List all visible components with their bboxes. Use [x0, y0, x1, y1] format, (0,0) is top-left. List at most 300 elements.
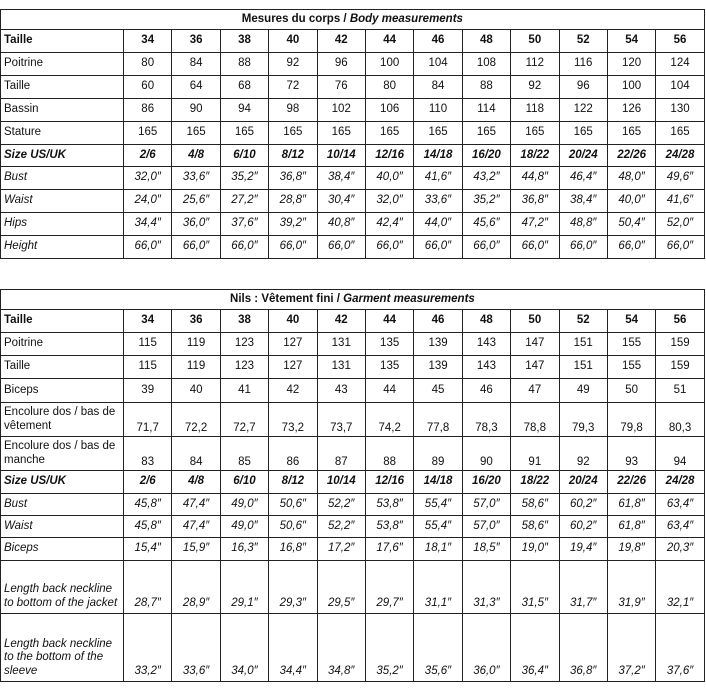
us-size-header-row-label: Size US/UK — [1, 471, 124, 494]
value-cell: 130 — [656, 99, 704, 122]
value-cell: 19,0″ — [511, 538, 559, 561]
value-cell: 34,0″ — [220, 614, 268, 682]
value-cell: 35,2″ — [220, 167, 268, 190]
value-cell: 116 — [559, 53, 607, 76]
value-cell: 114 — [462, 99, 510, 122]
value-cell: 88 — [220, 53, 268, 76]
value-cell: 30,4″ — [317, 190, 365, 213]
value-cell: 76 — [317, 76, 365, 99]
value-cell: 165 — [607, 122, 655, 145]
size-cell: 52 — [559, 310, 607, 333]
value-cell: 45,8″ — [124, 516, 172, 538]
value-cell: 98 — [269, 99, 317, 122]
value-cell: 159 — [656, 356, 705, 379]
value-cell: 77,8 — [414, 403, 462, 437]
value-cell: 55,4″ — [414, 516, 462, 538]
size-cell: 2/6 — [124, 471, 172, 494]
value-cell: 38,4″ — [317, 167, 365, 190]
table-title-en: Body measurements — [349, 12, 463, 25]
value-cell: 87 — [317, 437, 365, 471]
value-cell: 50 — [607, 379, 655, 403]
table-row — [1, 333, 705, 356]
value-cell: 57,0″ — [462, 494, 510, 516]
size-cell: 4/8 — [172, 145, 220, 167]
size-cell: 56 — [656, 30, 704, 53]
size-cell: 4/8 — [172, 471, 220, 494]
value-cell: 63,4″ — [656, 494, 705, 516]
value-cell: 124 — [656, 53, 704, 76]
row-label: Encolure dos / bas de manche — [1, 437, 124, 471]
value-cell: 33,2″ — [124, 614, 172, 682]
row-label: Poitrine — [1, 53, 124, 76]
size-cell: 34 — [124, 310, 172, 333]
value-cell: 29,3″ — [269, 561, 317, 614]
value-cell: 139 — [414, 356, 462, 379]
size-cell: 44 — [365, 30, 413, 53]
value-cell: 110 — [414, 99, 462, 122]
row-label: Poitrine — [1, 333, 124, 356]
value-cell: 165 — [656, 122, 704, 145]
value-cell: 90 — [172, 99, 220, 122]
value-cell: 31,7″ — [559, 561, 607, 614]
size-cell: 24/28 — [656, 145, 704, 167]
table-row — [1, 437, 705, 471]
size-cell: 42 — [317, 310, 365, 333]
value-cell: 151 — [559, 356, 607, 379]
value-cell: 115 — [124, 333, 172, 356]
value-cell: 16,8″ — [269, 538, 317, 561]
value-cell: 135 — [365, 333, 413, 356]
value-cell: 29,5″ — [317, 561, 365, 614]
value-cell: 24,0″ — [124, 190, 172, 213]
size-cell: 12/16 — [365, 471, 413, 494]
table-row — [1, 379, 705, 403]
value-cell: 34,8″ — [317, 614, 365, 682]
size-cell: 22/26 — [607, 145, 655, 167]
size-cell: 34 — [124, 30, 172, 53]
value-cell: 155 — [607, 356, 655, 379]
value-cell: 36,8″ — [269, 167, 317, 190]
value-cell: 44,8″ — [511, 167, 559, 190]
size-cell: 48 — [462, 30, 510, 53]
value-cell: 131 — [317, 356, 365, 379]
value-cell: 90 — [462, 437, 510, 471]
value-cell: 31,1″ — [414, 561, 462, 614]
value-cell: 52,0″ — [656, 213, 704, 236]
row-label: Bassin — [1, 99, 124, 122]
value-cell: 40 — [172, 379, 220, 403]
row-label: Encolure dos / bas de vêtement — [1, 403, 124, 437]
row-label: Bust — [1, 494, 124, 516]
value-cell: 92 — [511, 76, 559, 99]
value-cell: 16,3″ — [220, 538, 268, 561]
value-cell: 165 — [317, 122, 365, 145]
value-cell: 92 — [269, 53, 317, 76]
value-cell: 36,8″ — [559, 614, 607, 682]
value-cell: 44,0″ — [414, 213, 462, 236]
value-cell: 41,6″ — [656, 190, 704, 213]
value-cell: 165 — [462, 122, 510, 145]
value-cell: 165 — [172, 122, 220, 145]
value-cell: 118 — [511, 99, 559, 122]
value-cell: 66,0″ — [124, 236, 172, 259]
value-cell: 73,7 — [317, 403, 365, 437]
value-cell: 31,3″ — [462, 561, 510, 614]
table-row — [1, 99, 705, 122]
value-cell: 83 — [124, 437, 172, 471]
table-title-fr: Nils : Vêtement fini / — [230, 292, 344, 305]
value-cell: 86 — [269, 437, 317, 471]
size-cell: 14/18 — [414, 145, 462, 167]
size-cell: 52 — [559, 30, 607, 53]
table-row — [1, 538, 705, 561]
size-cell: 50 — [511, 310, 559, 333]
table-title-en: Garment measurements — [343, 292, 475, 305]
value-cell: 123 — [220, 333, 268, 356]
value-cell: 29,1″ — [220, 561, 268, 614]
table-row — [1, 516, 705, 538]
size-cell: 14/18 — [414, 471, 462, 494]
table-title-row — [1, 290, 705, 310]
value-cell: 66,0″ — [317, 236, 365, 259]
size-cell: 20/24 — [559, 145, 607, 167]
value-cell: 66,0″ — [365, 236, 413, 259]
value-cell: 20,3″ — [656, 538, 705, 561]
value-cell: 35,6″ — [414, 614, 462, 682]
value-cell: 66,0″ — [414, 236, 462, 259]
value-cell: 47,4″ — [172, 494, 220, 516]
value-cell: 127 — [269, 333, 317, 356]
row-label: Length back neckline to the bottom of the sleeve — [1, 614, 124, 682]
value-cell: 49,6″ — [656, 167, 704, 190]
size-header-row-label: Taille — [1, 310, 124, 333]
value-cell: 79,3 — [559, 403, 607, 437]
value-cell: 45 — [414, 379, 462, 403]
value-cell: 61,8″ — [607, 516, 655, 538]
size-cell: 36 — [172, 30, 220, 53]
value-cell: 31,5″ — [511, 561, 559, 614]
size-header-row — [1, 310, 705, 333]
value-cell: 84 — [172, 53, 220, 76]
table-title-fr: Mesures du corps / — [241, 12, 350, 25]
value-cell: 58,6″ — [511, 494, 559, 516]
value-cell: 64 — [172, 76, 220, 99]
value-cell: 106 — [365, 99, 413, 122]
value-cell: 143 — [462, 356, 510, 379]
size-cell: 44 — [365, 310, 413, 333]
value-cell: 66,0″ — [172, 236, 220, 259]
value-cell: 112 — [511, 53, 559, 76]
row-label: Waist — [1, 516, 124, 538]
value-cell: 37,6″ — [656, 614, 705, 682]
table-row — [1, 236, 705, 259]
value-cell: 41 — [220, 379, 268, 403]
value-cell: 25,6″ — [172, 190, 220, 213]
garment-measurements-table — [0, 289, 705, 682]
table-row — [1, 53, 705, 76]
value-cell: 41,6″ — [414, 167, 462, 190]
table-row — [1, 76, 705, 99]
value-cell: 100 — [607, 76, 655, 99]
row-label: Length back neckline to bottom of the jacket — [1, 561, 124, 614]
value-cell: 147 — [511, 333, 559, 356]
value-cell: 29,7″ — [365, 561, 413, 614]
table-row — [1, 213, 705, 236]
value-cell: 36,0″ — [462, 614, 510, 682]
value-cell: 34,4″ — [269, 614, 317, 682]
table-title — [1, 10, 705, 30]
size-cell: 6/10 — [220, 145, 268, 167]
value-cell: 108 — [462, 53, 510, 76]
value-cell: 74,2 — [365, 403, 413, 437]
value-cell: 104 — [414, 53, 462, 76]
value-cell: 49 — [559, 379, 607, 403]
value-cell: 28,8″ — [269, 190, 317, 213]
value-cell: 115 — [124, 356, 172, 379]
value-cell: 33,6″ — [414, 190, 462, 213]
value-cell: 33,6″ — [172, 167, 220, 190]
value-cell: 78,3 — [462, 403, 510, 437]
value-cell: 50,4″ — [607, 213, 655, 236]
table-row — [1, 122, 705, 145]
value-cell: 96 — [559, 76, 607, 99]
value-cell: 165 — [511, 122, 559, 145]
value-cell: 36,8″ — [511, 190, 559, 213]
value-cell: 66,0″ — [559, 236, 607, 259]
value-cell: 165 — [220, 122, 268, 145]
value-cell: 85 — [220, 437, 268, 471]
value-cell: 143 — [462, 333, 510, 356]
value-cell: 71,7 — [124, 403, 172, 437]
value-cell: 15,9″ — [172, 538, 220, 561]
value-cell: 139 — [414, 333, 462, 356]
value-cell: 36,0″ — [172, 213, 220, 236]
value-cell: 58,6″ — [511, 516, 559, 538]
value-cell: 119 — [172, 356, 220, 379]
value-cell: 43 — [317, 379, 365, 403]
size-cell: 24/28 — [656, 471, 705, 494]
value-cell: 37,2″ — [607, 614, 655, 682]
size-cell: 16/20 — [462, 471, 510, 494]
size-cell: 50 — [511, 30, 559, 53]
size-cell: 6/10 — [220, 471, 268, 494]
value-cell: 66,0″ — [607, 236, 655, 259]
value-cell: 165 — [269, 122, 317, 145]
value-cell: 27,2″ — [220, 190, 268, 213]
value-cell: 84 — [172, 437, 220, 471]
size-cell: 40 — [269, 30, 317, 53]
table-title-row — [1, 10, 705, 30]
value-cell: 53,8″ — [365, 494, 413, 516]
value-cell: 32,1″ — [656, 561, 705, 614]
row-label: Biceps — [1, 379, 124, 403]
value-cell: 100 — [365, 53, 413, 76]
value-cell: 66,0″ — [511, 236, 559, 259]
size-cell: 10/14 — [317, 471, 365, 494]
value-cell: 47,2″ — [511, 213, 559, 236]
value-cell: 42 — [269, 379, 317, 403]
value-cell: 135 — [365, 356, 413, 379]
us-size-header-row-label: Size US/UK — [1, 145, 124, 167]
row-label: Hips — [1, 213, 124, 236]
value-cell: 94 — [656, 437, 705, 471]
value-cell: 89 — [414, 437, 462, 471]
value-cell: 119 — [172, 333, 220, 356]
value-cell: 48,0″ — [607, 167, 655, 190]
size-cell: 12/16 — [365, 145, 413, 167]
value-cell: 35,2″ — [365, 614, 413, 682]
value-cell: 147 — [511, 356, 559, 379]
value-cell: 131 — [317, 333, 365, 356]
row-label: Biceps — [1, 538, 124, 561]
size-cell: 46 — [414, 30, 462, 53]
value-cell: 102 — [317, 99, 365, 122]
value-cell: 72,7 — [220, 403, 268, 437]
value-cell: 31,9″ — [607, 561, 655, 614]
value-cell: 84 — [414, 76, 462, 99]
value-cell: 66,0″ — [220, 236, 268, 259]
value-cell: 32,0″ — [365, 190, 413, 213]
value-cell: 66,0″ — [656, 236, 704, 259]
value-cell: 92 — [559, 437, 607, 471]
value-cell: 53,8″ — [365, 516, 413, 538]
us-size-header-row — [1, 471, 705, 494]
size-cell: 38 — [220, 30, 268, 53]
value-cell: 40,8″ — [317, 213, 365, 236]
value-cell: 93 — [607, 437, 655, 471]
value-cell: 96 — [317, 53, 365, 76]
value-cell: 36,4″ — [511, 614, 559, 682]
value-cell: 28,7″ — [124, 561, 172, 614]
value-cell: 52,2″ — [317, 494, 365, 516]
value-cell: 40,0″ — [607, 190, 655, 213]
size-cell: 38 — [220, 310, 268, 333]
row-label: Stature — [1, 122, 124, 145]
table-row — [1, 190, 705, 213]
value-cell: 159 — [656, 333, 705, 356]
value-cell: 39,2″ — [269, 213, 317, 236]
value-cell: 55,4″ — [414, 494, 462, 516]
value-cell: 51 — [656, 379, 705, 403]
value-cell: 88 — [462, 76, 510, 99]
value-cell: 18,1″ — [414, 538, 462, 561]
value-cell: 80 — [124, 53, 172, 76]
value-cell: 63,4″ — [656, 516, 705, 538]
table-title — [1, 290, 705, 310]
value-cell: 72,2 — [172, 403, 220, 437]
table-row — [1, 167, 705, 190]
value-cell: 38,4″ — [559, 190, 607, 213]
value-cell: 104 — [656, 76, 704, 99]
value-cell: 61,8″ — [607, 494, 655, 516]
value-cell: 165 — [414, 122, 462, 145]
value-cell: 165 — [559, 122, 607, 145]
value-cell: 32,0″ — [124, 167, 172, 190]
size-cell: 56 — [656, 310, 705, 333]
value-cell: 50,6″ — [269, 516, 317, 538]
size-header-row-label: Taille — [1, 30, 124, 53]
value-cell: 33,6″ — [172, 614, 220, 682]
size-cell: 18/22 — [511, 145, 559, 167]
value-cell: 17,2″ — [317, 538, 365, 561]
value-cell: 86 — [124, 99, 172, 122]
size-cell: 10/14 — [317, 145, 365, 167]
value-cell: 80 — [365, 76, 413, 99]
value-cell: 50,6″ — [269, 494, 317, 516]
value-cell: 52,2″ — [317, 516, 365, 538]
value-cell: 165 — [124, 122, 172, 145]
value-cell: 60,2″ — [559, 494, 607, 516]
value-cell: 72 — [269, 76, 317, 99]
us-size-header-row — [1, 145, 705, 167]
table-row — [1, 561, 705, 614]
value-cell: 37,6″ — [220, 213, 268, 236]
value-cell: 44 — [365, 379, 413, 403]
value-cell: 42,4″ — [365, 213, 413, 236]
value-cell: 18,5″ — [462, 538, 510, 561]
size-cell: 8/12 — [269, 145, 317, 167]
value-cell: 151 — [559, 333, 607, 356]
value-cell: 57,0″ — [462, 516, 510, 538]
size-cell: 18/22 — [511, 471, 559, 494]
value-cell: 47 — [511, 379, 559, 403]
size-cell: 36 — [172, 310, 220, 333]
value-cell: 35,2″ — [462, 190, 510, 213]
value-cell: 43,2″ — [462, 167, 510, 190]
value-cell: 127 — [269, 356, 317, 379]
size-cell: 48 — [462, 310, 510, 333]
value-cell: 49,0″ — [220, 516, 268, 538]
row-label: Waist — [1, 190, 124, 213]
value-cell: 73,2 — [269, 403, 317, 437]
size-cell: 42 — [317, 30, 365, 53]
value-cell: 49,0″ — [220, 494, 268, 516]
size-cell: 20/24 — [559, 471, 607, 494]
value-cell: 45,6″ — [462, 213, 510, 236]
size-cell: 40 — [269, 310, 317, 333]
value-cell: 48,8″ — [559, 213, 607, 236]
value-cell: 68 — [220, 76, 268, 99]
value-cell: 60,2″ — [559, 516, 607, 538]
value-cell: 88 — [365, 437, 413, 471]
value-cell: 60 — [124, 76, 172, 99]
size-header-row — [1, 30, 705, 53]
value-cell: 66,0″ — [462, 236, 510, 259]
value-cell: 19,8″ — [607, 538, 655, 561]
value-cell: 122 — [559, 99, 607, 122]
value-cell: 34,4″ — [124, 213, 172, 236]
value-cell: 47,4″ — [172, 516, 220, 538]
table-row — [1, 403, 705, 437]
value-cell: 123 — [220, 356, 268, 379]
body-measurements-table — [0, 9, 705, 259]
value-cell: 46 — [462, 379, 510, 403]
value-cell: 78,8 — [511, 403, 559, 437]
value-cell: 91 — [511, 437, 559, 471]
value-cell: 17,6″ — [365, 538, 413, 561]
row-label: Height — [1, 236, 124, 259]
row-label: Taille — [1, 76, 124, 99]
value-cell: 46,4″ — [559, 167, 607, 190]
table-row — [1, 494, 705, 516]
value-cell: 15,4″ — [124, 538, 172, 561]
table-row — [1, 356, 705, 379]
value-cell: 79,8 — [607, 403, 655, 437]
size-cell: 46 — [414, 310, 462, 333]
value-cell: 94 — [220, 99, 268, 122]
value-cell: 39 — [124, 379, 172, 403]
size-cell: 54 — [607, 310, 655, 333]
